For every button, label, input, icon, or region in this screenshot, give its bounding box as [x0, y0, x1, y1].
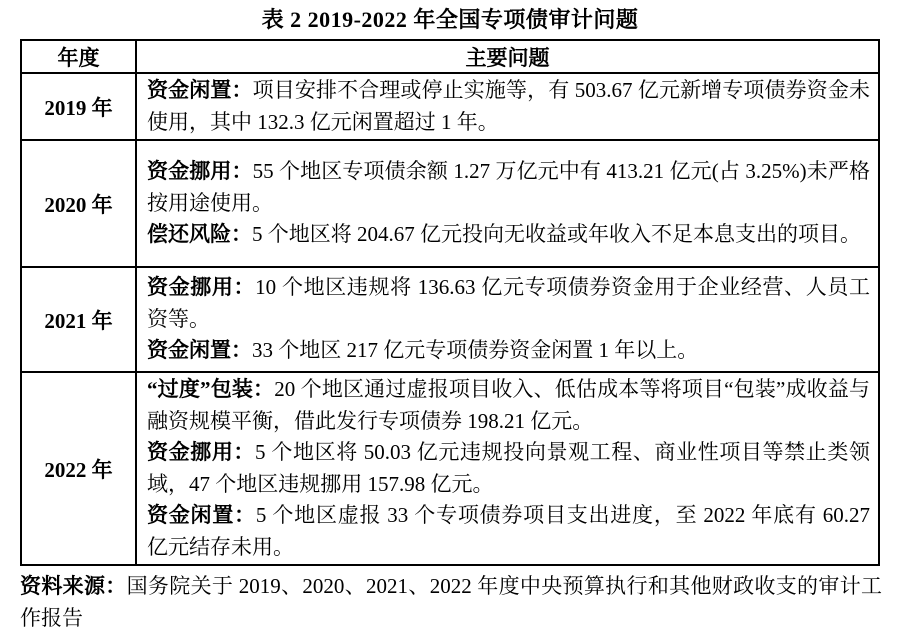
table-row-2019 — [21, 73, 879, 140]
issue-paragraph — [147, 374, 870, 437]
audit-issues-table — [20, 39, 880, 566]
issue-label: 资金挪用： — [147, 275, 256, 300]
issue-paragraph — [147, 437, 870, 500]
table-title: 表 2 2019-2022 年全国专项债审计问题 — [261, 7, 639, 32]
issue-paragraph — [147, 219, 870, 251]
issue-text: 项目安排不合理或停止实施等，有 503.67 亿元新增专项债券资金未使用，其中 132.3 亿元闲置超过 1 年。 — [147, 78, 871, 134]
year-cell-2021: 2021 年 — [21, 267, 136, 372]
source-note — [20, 570, 882, 631]
header-year: 年度 — [21, 40, 136, 73]
source-label: 资料来源： — [20, 574, 127, 598]
table-header-row — [21, 40, 879, 73]
issue-label: 偿还风险： — [147, 222, 252, 247]
issue-text: 20 个地区通过虚报项目收入、低估成本等将项目“包装”成收益与融资规模平衡，借此发行专项债券 198.21 亿元。 — [147, 377, 871, 433]
issue-text: 55 个地区专项债余额 1.27 万亿元中有 413.21 亿元(占 3.25%)未严格按用途使用。 — [147, 159, 870, 215]
issues-cell-2021 — [136, 267, 879, 372]
issue-text: 5 个地区虚报 33 个专项债券项目支出进度，至 2022 年底有 60.27 亿元结存未用。 — [147, 503, 871, 559]
issue-paragraph — [147, 156, 870, 219]
issue-label: 资金闲置： — [147, 503, 256, 527]
year-cell-2022: 2022 年 — [21, 372, 136, 565]
year-cell-2019: 2019 年 — [21, 73, 136, 140]
issue-label: 资金挪用： — [147, 440, 256, 464]
issue-paragraph — [147, 500, 870, 563]
issue-label: “过度”包装： — [147, 377, 275, 401]
header-issues: 主要问题 — [136, 40, 879, 73]
year-cell-2020: 2020 年 — [21, 140, 136, 267]
issue-text: 10 个地区违规将 136.63 亿元专项债券资金用于企业经营、人员工资等。 — [147, 275, 871, 331]
issue-text: 5 个地区将 204.67 亿元投向无收益或年收入不足本息支出的项目。 — [252, 222, 861, 247]
issues-cell-2020 — [136, 140, 879, 267]
issue-text: 33 个地区 217 亿元专项债券资金闲置 1 年以上。 — [252, 338, 699, 363]
source-text: 国务院关于 2019、2020、2021、2022 年度中央预算执行和其他财政收支的审计工作报告 — [20, 574, 883, 630]
table-row-2022 — [21, 372, 879, 565]
issue-paragraph — [147, 335, 870, 367]
issues-cell-2019 — [136, 73, 879, 140]
table-row-2021 — [21, 267, 879, 372]
issue-label: 资金闲置： — [147, 338, 252, 363]
table-row-2020 — [21, 140, 879, 267]
issue-text: 5 个地区将 50.03 亿元违规投向景观工程、商业性项目等禁止类领域，47 个地区违规挪用 157.98 亿元。 — [147, 440, 870, 496]
issues-cell-2022 — [136, 372, 879, 565]
issue-label: 资金挪用： — [147, 159, 253, 184]
issue-label: 资金闲置： — [147, 78, 253, 102]
issue-paragraph — [147, 272, 870, 335]
issue-paragraph — [147, 75, 870, 138]
